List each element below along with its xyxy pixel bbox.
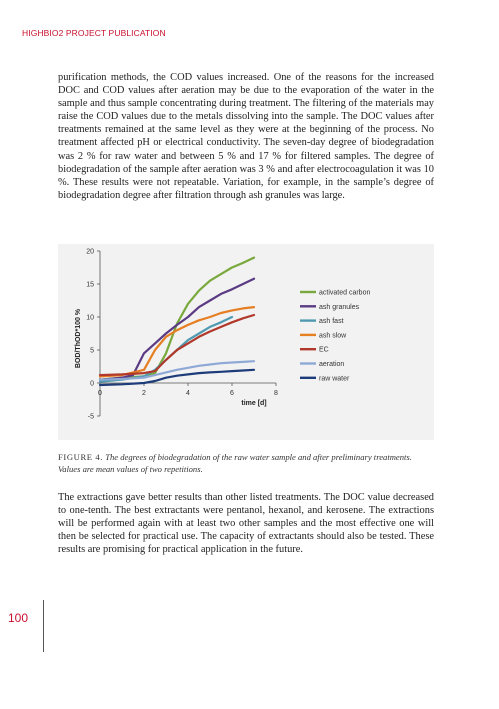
y-tick-label: 20: [86, 248, 94, 256]
x-tick-label: 0: [98, 390, 102, 397]
y-tick-label: 15: [86, 281, 94, 289]
figure-caption-label: FIGURE 4.: [58, 452, 104, 462]
chart-legend: [300, 290, 370, 383]
figure-caption-text: The degrees of biodegradation of the raw water sample and after preliminary treatments. Values are mean values of two repetitions.: [58, 452, 412, 474]
legend-label: ash granules: [319, 303, 360, 311]
legend-label: ash fast: [319, 318, 344, 326]
biodegradation-line-chart: [58, 244, 434, 440]
y-tick-label: 5: [90, 347, 94, 355]
body-paragraph-1: purification methods, the COD values increased. One of the reasons for the increased DOC and COD values after aeration may be due to the evaporation of the water in the sample and thus sample concentrating during treatment. The filtering of the materials may raise the COD values due to the metals dissolving into the sample. The DOC values after treatments remained at the same level as they were at the beginning of the process. No treatment affected pH or electrical conductivity. The seven-day degree of biodegradation was 2 % for raw water and between 5 % and 17 % for filtered samples. The degree of biodegradation of the sample after aeration was 3 % and after electrocoagulation it was 10 %. These results were not repeatable. Variation, for example, in the sample’s degree of biodegradation degree after filtration through ash granules was large.: [58, 72, 434, 201]
y-tick-label: -5: [87, 413, 94, 421]
x-tick-label: 8: [274, 390, 278, 397]
y-axis-title: BOD/ThOD*100 %: [75, 308, 82, 369]
legend-label: ash slow: [319, 332, 347, 340]
figure-caption: [58, 452, 434, 476]
legend-label: aeration: [319, 361, 345, 368]
x-tick-label: 6: [230, 390, 234, 397]
y-tick-label: 10: [86, 314, 94, 322]
running-header: HIGHBIO2 PROJECT PUBLICATION: [22, 28, 166, 38]
chart-series: [100, 258, 254, 385]
page-number: 100: [8, 611, 29, 625]
x-tick-label: 4: [186, 390, 190, 397]
body-paragraph-2: The extractions gave better results than other listed treatments. The DOC value decreased to one-tenth. The best extractants were pentanol, hexanol, and kerosene. The extractions will be performed again with at least two other samples and the most effective one will then be selected for practical use. The capacity of extractants should also be tested. These results are promising for practical application in the future.: [58, 492, 434, 556]
x-axis-title: time [d]: [241, 400, 267, 407]
y-tick-label: 0: [90, 380, 94, 388]
chart-axes: [75, 249, 278, 421]
margin-rule: [43, 600, 44, 652]
legend-label: activated carbon: [319, 289, 371, 297]
x-tick-label: 2: [142, 390, 146, 397]
legend-label: raw water: [319, 375, 350, 383]
legend-label: EC: [319, 346, 329, 354]
figure-chart: [58, 244, 434, 440]
